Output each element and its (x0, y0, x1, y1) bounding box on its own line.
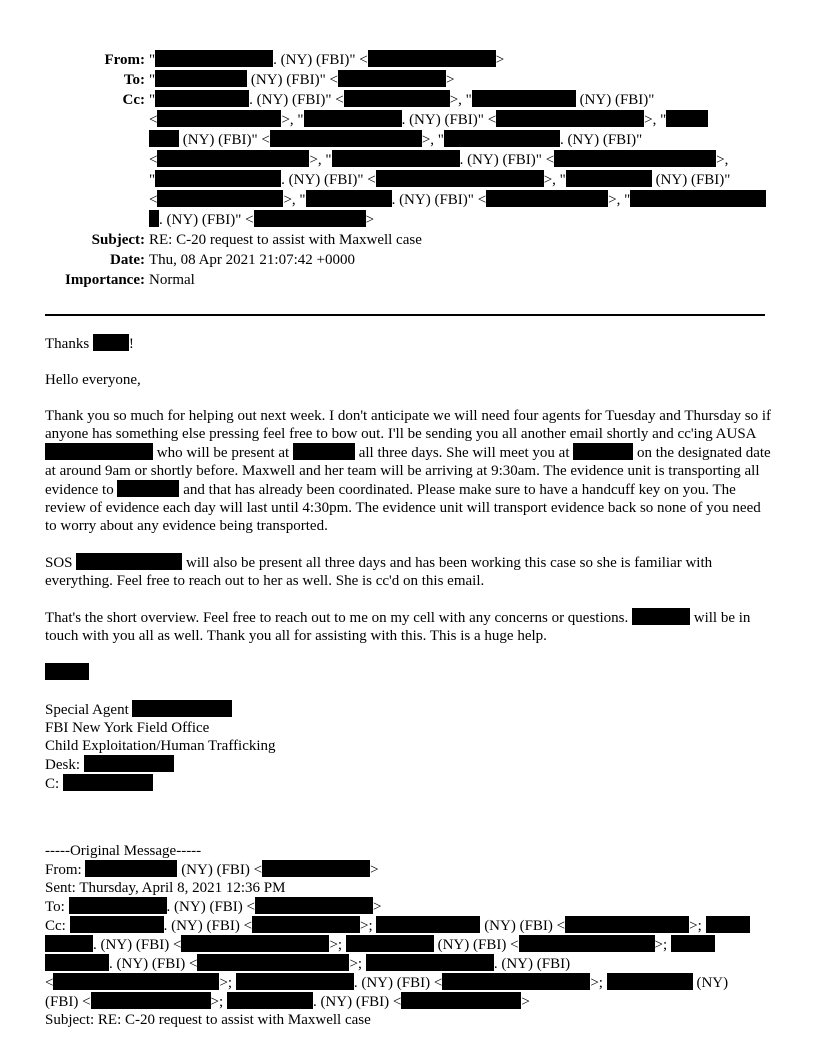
signature-title: Special Agent (45, 700, 773, 719)
redaction (197, 954, 349, 971)
original-subject: Subject: RE: C-20 request to assist with Maxwell case (45, 1012, 371, 1028)
redaction (53, 973, 219, 990)
redaction (149, 130, 179, 147)
importance-label: Importance: (65, 272, 145, 288)
redaction (401, 992, 521, 1009)
redaction (45, 935, 93, 952)
redaction (573, 443, 633, 460)
redaction (519, 935, 655, 952)
redaction (566, 170, 652, 187)
redaction (255, 897, 373, 914)
from-value: " . (NY) (FBI)" < > (149, 52, 505, 68)
redaction (607, 973, 693, 990)
redaction (157, 110, 281, 127)
redaction (155, 70, 247, 87)
original-to: To: . (NY) (FBI) < > (45, 899, 382, 915)
redaction (368, 50, 496, 67)
paragraph-3: That's the short overview. Feel free to reach out to me on my cell with any concerns or questions. will be in touch with you all as well. Thank you all for assisting with this. This is a huge help. (45, 610, 751, 644)
redaction (227, 992, 313, 1009)
redaction (45, 443, 153, 460)
redaction (155, 50, 273, 67)
cc-label: Cc: (122, 92, 145, 108)
redaction (45, 954, 109, 971)
paragraph-1: Thank you so much for helping out next week. I don't anticipate we will need four agents for Tuesday and Thursday so if anyone has something else pressing feel free to bow out. I'll be sending you all another email shortly and cc'ing AUSA who will be present at all three days. She will meet you at on the designated date at around 9am or shortly before. Maxwell and her team will be arriving at 9:30am. The evidence unit is transporting all evidence to and that has already been coordinated. Please make sure to have a handcuff key on you. The review of evidence each day will last until 4:30pm. The evidence unit will transport evidence back so none of you need to worry about any evidence being transported. (45, 408, 772, 534)
greeting: Hello everyone, (45, 372, 141, 388)
subject-value: RE: C-20 request to assist with Maxwell case (149, 232, 422, 248)
redaction (338, 70, 446, 87)
redaction (76, 553, 182, 570)
to-value: " (NY) (FBI)" < > (149, 72, 455, 88)
redaction (630, 190, 766, 207)
redaction (149, 210, 159, 227)
email-header (0, 50, 816, 290)
redaction (666, 110, 708, 127)
redaction (63, 774, 153, 791)
redaction (306, 190, 392, 207)
cc-row (0, 90, 816, 230)
redaction (565, 916, 689, 933)
importance-value: Normal (149, 272, 195, 288)
signature-office: FBI New York Field Office (45, 720, 210, 736)
signature-block (45, 700, 773, 793)
original-sent: Sent: Thursday, April 8, 2021 12:36 PM (45, 880, 286, 896)
redaction (706, 916, 750, 933)
redaction (132, 700, 232, 717)
subject-row (0, 230, 816, 250)
redaction (304, 110, 402, 127)
subject-label: Subject: (91, 232, 145, 248)
signature-unit: Child Exploitation/Human Trafficking (45, 738, 276, 754)
thanks-line: Thanks ! (45, 336, 134, 352)
redaction (70, 916, 164, 933)
redaction (85, 860, 177, 877)
redaction (671, 935, 715, 952)
date-label: Date: (110, 252, 145, 268)
redaction (45, 663, 89, 680)
date-row (0, 250, 816, 270)
redaction (84, 755, 174, 772)
redaction (632, 608, 690, 625)
redaction (254, 210, 366, 227)
redaction (444, 130, 560, 147)
redaction (472, 90, 576, 107)
redaction (293, 443, 355, 460)
to-row (0, 70, 816, 90)
original-message (45, 842, 773, 1029)
redaction (181, 935, 329, 952)
redaction (442, 973, 590, 990)
redaction (554, 150, 716, 167)
original-from: From: (NY) (FBI) < > (45, 862, 379, 878)
signature-desk: Desk: (45, 755, 773, 774)
redaction (262, 860, 370, 877)
redaction (91, 992, 211, 1009)
from-label: From: (104, 52, 145, 68)
email-body (45, 334, 773, 793)
redaction (270, 130, 422, 147)
redaction (157, 150, 309, 167)
redaction (332, 150, 460, 167)
importance-row (0, 270, 816, 290)
redaction (346, 935, 434, 952)
sender-initials (45, 663, 773, 682)
redaction (376, 170, 544, 187)
cc-value: " . (NY) (FBI)" < >, " (NY) (FBI)" < >, " . (NY) (FBI)" < >, " (NY) (FBI)" < >, " . (NY) (FBI)" < >, " . (NY) (FBI)" < >, " . (NY) (FBI)" < >, " (NY) (FBI)" < >, " . (NY) (FBI)" < >, " . (NY) (FBI)" < > (149, 90, 769, 230)
header-divider (45, 314, 765, 316)
paragraph-2: SOS will also be present all three days and has been working this case so she is familiar with everything. Feel free to reach out to her as well. She is cc'd on this email. (45, 555, 713, 589)
original-cc: Cc: . (NY) (FBI) < >; (NY) (FBI) < >; . (NY) (FBI) < >; (NY) (FBI) < >; . (NY) (FBI) < >; . (NY) (FBI) < >; . (NY) (FBI) < >; (NY) (FBI) < >; . (NY) (FBI) < > (45, 916, 773, 1011)
redaction (157, 190, 283, 207)
redaction (496, 110, 644, 127)
redaction (117, 480, 179, 497)
redaction (376, 916, 480, 933)
redaction (155, 170, 281, 187)
redaction (155, 90, 249, 107)
signature-cell: C: (45, 774, 773, 793)
redaction (486, 190, 608, 207)
redaction (69, 897, 167, 914)
redaction (93, 334, 129, 351)
original-marker: -----Original Message----- (45, 843, 202, 859)
from-row (0, 50, 816, 70)
redaction (344, 90, 450, 107)
redaction (366, 954, 494, 971)
redaction (236, 973, 354, 990)
date-value: Thu, 08 Apr 2021 21:07:42 +0000 (149, 252, 355, 268)
to-label: To: (123, 72, 145, 88)
redaction (252, 916, 360, 933)
